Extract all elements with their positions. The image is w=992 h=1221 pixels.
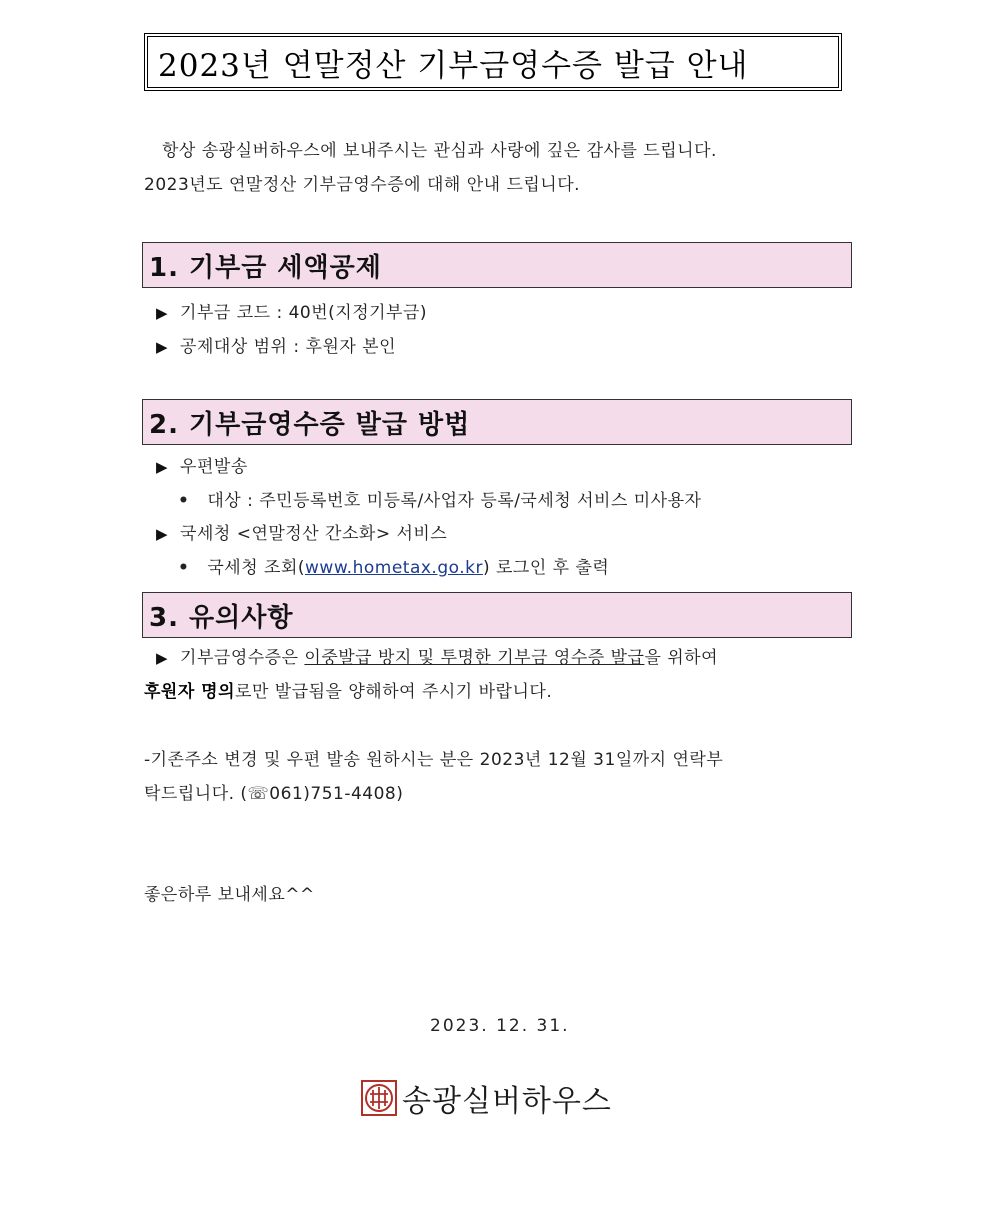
intro-line-2: 2023년도 연말정산 기부금영수증에 대해 안내 드립니다. <box>144 175 581 195</box>
nts-method-detail: • 국세청 조회(www.hometax.go.kr) 로그인 후 출력 <box>178 558 610 578</box>
intro-line-1: 항상 송광실버하우스에 보내주시는 관심과 사랑에 깊은 감사를 드립니다. <box>162 141 717 161</box>
closing-text: 좋은하루 보내세요^^ <box>144 885 315 905</box>
nts-method: ▶ 국세청 <연말정산 간소화> 서비스 <box>156 524 448 544</box>
contact-line-2: 탁드립니다. (☏061)751-4408) <box>144 784 404 804</box>
org-name: 송광실버하우스 <box>402 1084 612 1119</box>
intro-text <box>144 134 854 202</box>
section-3-heading: 3. 유의사항 <box>142 592 852 638</box>
triangle-right-icon: ▶ <box>156 458 169 476</box>
triangle-right-icon: ▶ <box>156 304 169 322</box>
notice-line-2: 후원자 명의로만 발급됨을 양해하여 주시기 바랍니다. <box>144 682 553 702</box>
mail-method: ▶ 우편발송 <box>156 457 248 477</box>
sponsor-name-emphasis: 후원자 명의 <box>144 682 236 702</box>
section-1-item: ▶ 기부금 코드 : 40번(지정기부금) <box>156 303 428 323</box>
seal-logo-icon <box>360 1079 398 1117</box>
bullet-dot-icon: • <box>178 558 190 578</box>
document-date: 2023. 12. 31. <box>430 1016 570 1036</box>
bullet-dot-icon: • <box>178 491 190 511</box>
org-logo <box>360 1076 612 1120</box>
section-1-heading: 1. 기부금 세액공제 <box>142 242 852 288</box>
notice-line-1: ▶ 기부금영수증은 이중발급 방지 및 투명한 기부금 영수증 발급을 위하여 <box>156 648 719 668</box>
section-1-item: ▶ 공제대상 범위 : 후원자 본인 <box>156 337 397 357</box>
hometax-link[interactable]: www.hometax.go.kr <box>305 558 483 578</box>
contact-line-1: -기존주소 변경 및 우편 발송 원하시는 분은 2023년 12월 31일까지 연락부 <box>144 750 724 770</box>
triangle-right-icon: ▶ <box>156 338 169 356</box>
notice-underlined: 이중발급 방지 및 투명한 기부금 영수증 발급 <box>304 648 645 668</box>
triangle-right-icon: ▶ <box>156 649 169 667</box>
mail-method-detail: • 대상 : 주민등록번호 미등록/사업자 등록/국세청 서비스 미사용자 <box>178 491 702 511</box>
triangle-right-icon: ▶ <box>156 525 169 543</box>
section-2-heading: 2. 기부금영수증 발급 방법 <box>142 399 852 445</box>
page-title: 2023년 연말정산 기부금영수증 발급 안내 <box>158 47 749 84</box>
page-title-box <box>144 33 842 91</box>
